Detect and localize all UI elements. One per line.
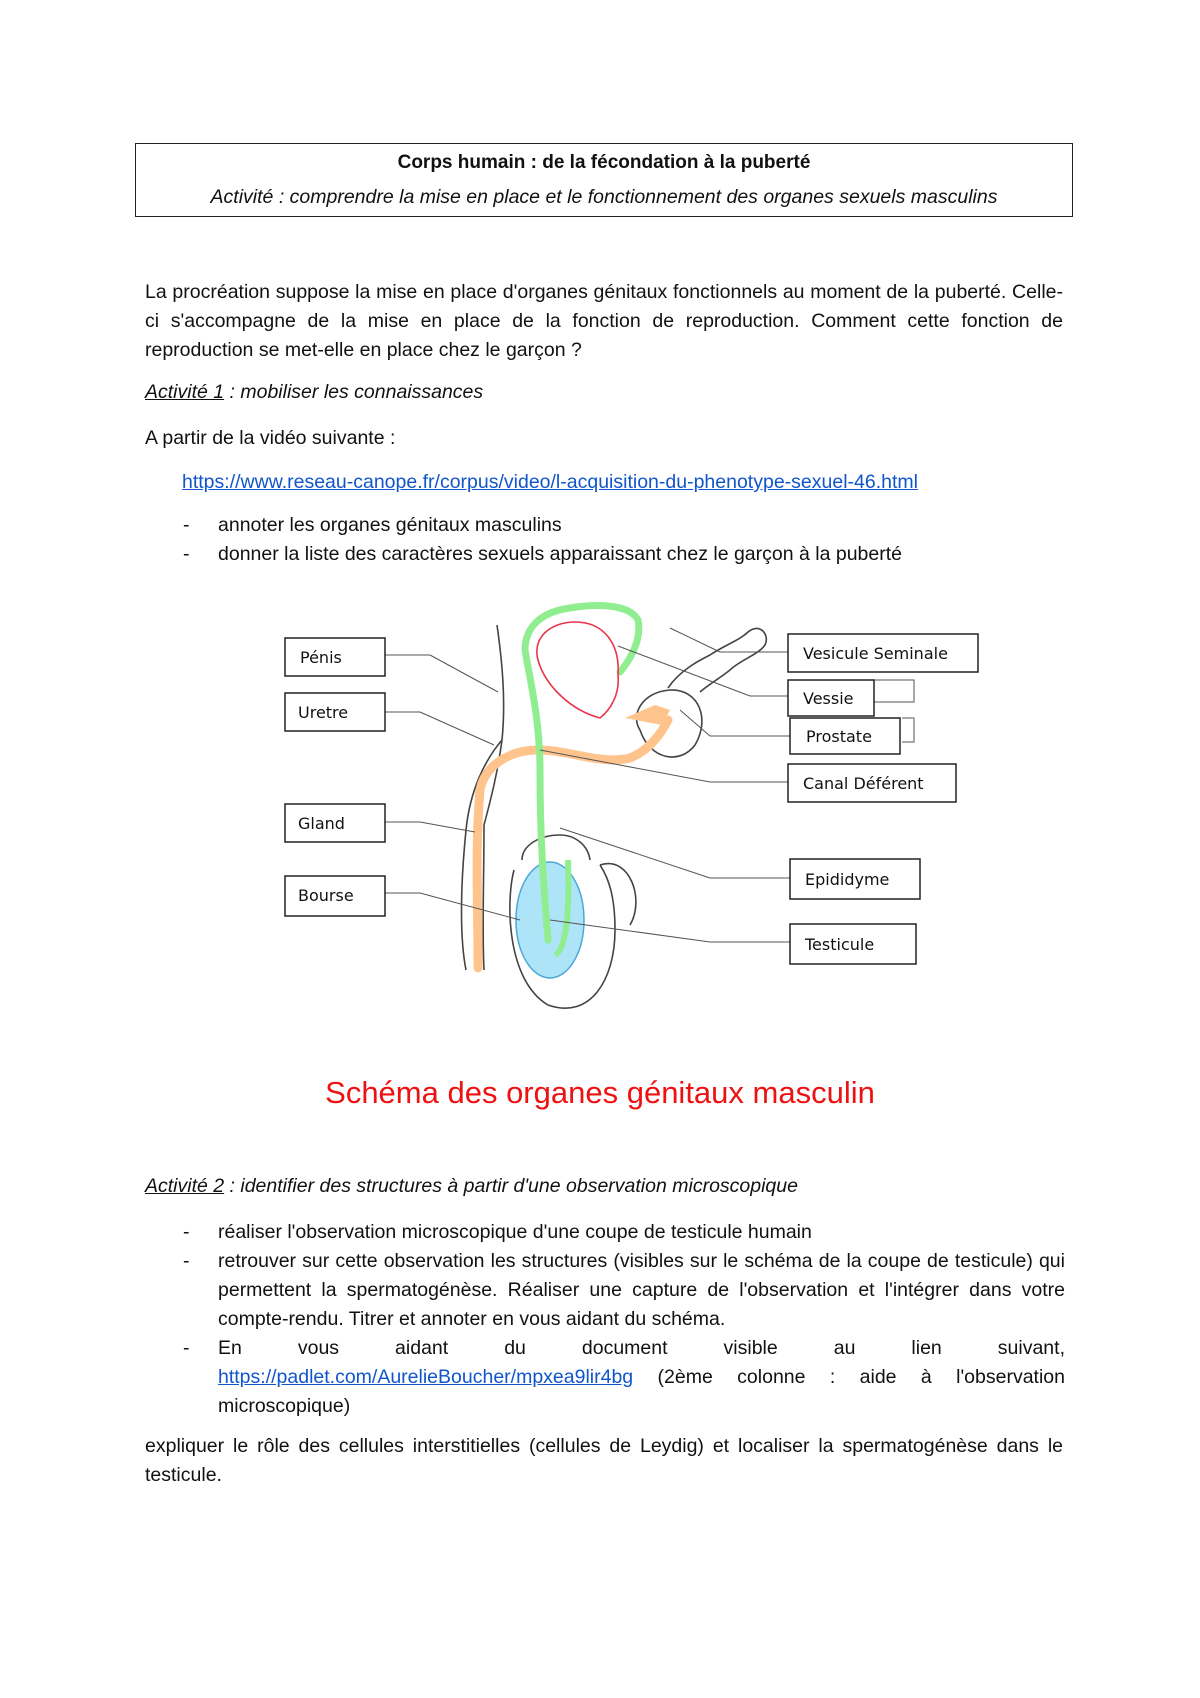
diagram-labels <box>285 634 978 964</box>
document-subtitle: Activité : comprendre la mise en place et le fonctionnement des organes sexuels masculins <box>210 186 998 208</box>
activity2-task-list <box>145 1218 1065 1421</box>
label-gland: Gland <box>298 814 345 833</box>
list-item <box>145 1334 1065 1421</box>
label-bourse: Bourse <box>298 886 354 905</box>
activity1-task-list <box>145 511 1065 569</box>
title-box <box>135 143 1073 217</box>
document-title: Corps humain : de la fécondation à la puberté <box>397 152 811 173</box>
conclusion-paragraph: expliquer le rôle des cellules interstitielles (cellules de Leydig) et localiser la spermatogénèse dans le testicule. <box>145 1435 1063 1486</box>
label-penis: Pénis <box>300 648 342 667</box>
video-link[interactable]: https://www.reseau-canope.fr/corpus/video/l-acquisition-du-phenotype-sexuel-46.html <box>182 471 918 493</box>
diagram-caption: Schéma des organes génitaux masculin <box>325 1075 875 1110</box>
activity2-label: Activité 2 <box>145 1175 225 1197</box>
label-prostate: Prostate <box>806 727 872 746</box>
label-vessie: Vessie <box>803 689 854 708</box>
list-item: - réaliser l'observation microscopique d'une coupe de testicule humain <box>145 1218 1065 1247</box>
label-vesicule-seminale: Vesicule Seminale <box>803 644 948 663</box>
male-genital-diagram <box>270 600 990 1060</box>
label-uretre: Uretre <box>298 703 349 722</box>
intro-paragraph: La procréation suppose la mise en place d'organes génitaux fonctionnels au moment de la puberté. Celle-ci s'accompagne de la mise en place de la fonction de reproduction. Comment cette fonction de reproduction se met-elle en place chez le garçon ? <box>145 281 1063 361</box>
activity1-title: : mobiliser les connaissances <box>224 381 484 403</box>
activity2-heading <box>145 1175 798 1198</box>
padlet-link[interactable]: https://padlet.com/AurelieBoucher/mpxea9lir4bg <box>218 1366 634 1388</box>
activity2-title: : identifier des structures à partir d'une observation microscopique <box>224 1175 798 1197</box>
prostate-shape <box>625 705 670 725</box>
list-item: - retrouver sur cette observation les structures (visibles sur le schéma de la coupe de testicule) qui permettent la spermatogénèse. Réaliser une capture de l'observation et l'intégrer dans votre compte-rendu. Titrer et annoter en vous aidant du schéma. <box>145 1247 1065 1334</box>
activity1-heading <box>145 381 483 404</box>
label-testicule: Testicule <box>805 935 875 954</box>
video-link-line <box>182 468 918 497</box>
bladder-shape <box>537 622 618 718</box>
label-epididyme: Epididyme <box>805 870 890 889</box>
label-canal-deferent: Canal Déférent <box>803 774 924 793</box>
list-item: - annoter les organes génitaux masculins <box>145 511 1065 540</box>
activity1-lead: A partir de la vidéo suivante : <box>145 427 396 449</box>
list-item: - donner la liste des caractères sexuels apparaissant chez le garçon à la puberté <box>145 540 1065 569</box>
body-outline <box>462 625 767 1008</box>
canal-deferent-shape <box>525 606 639 940</box>
task3-text-before: En vous aidant du document visible au lien suivant, <box>218 1337 1065 1359</box>
task3-text-after: (2ème colonne : aide à l'observation microscopique) <box>218 1366 1065 1417</box>
activity1-label: Activité 1 <box>145 381 225 403</box>
